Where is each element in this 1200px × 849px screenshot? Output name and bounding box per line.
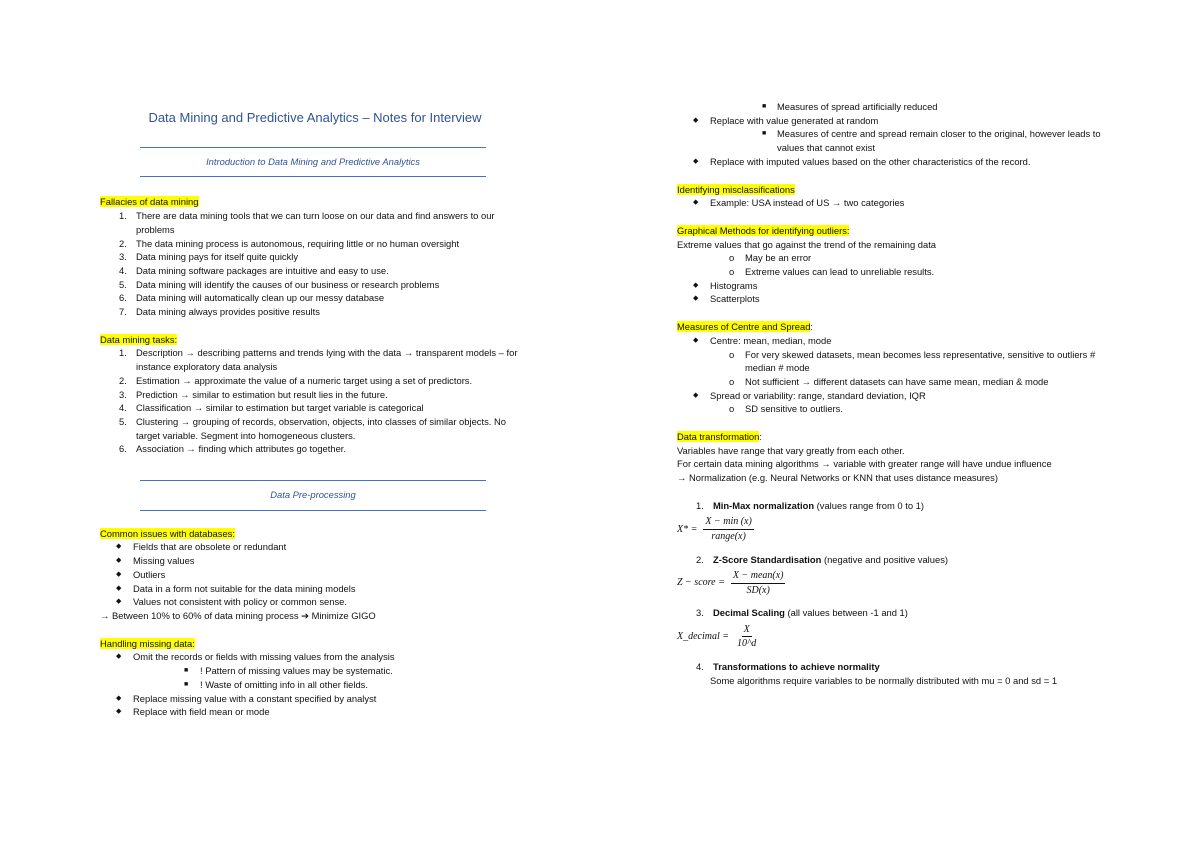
list-item: ◆ Spread or variability: range, standard deviation, IQR [693, 389, 926, 401]
list-item: ◆ Omit the records or fields with missing values from the analysis [116, 651, 395, 663]
heading-centre-spread: Measures of Centre and Spread: [677, 321, 814, 333]
list-item: o For very skewed datasets, mean becomes less representative, sensitive to outliers # median # mode [729, 348, 1096, 374]
list-item: ◆ Fields that are obsolete or redundant [116, 541, 287, 553]
heading-fallacies: Fallacies of data mining [100, 196, 199, 208]
list-item: ◆ Missing values [116, 555, 195, 567]
list-item: ■ Measures of centre and spread remain closer to the original, however leads to values that cannot exist [762, 128, 1101, 154]
list-item: ◆ Replace with value generated at random [693, 114, 879, 126]
list-item: o Extreme values can lead to unreliable results. [729, 266, 935, 278]
right-column [677, 100, 1107, 687]
issues-note: → Between 10% to 60% of data mining process ➔ Minimize GIGO [100, 609, 376, 621]
heading-missing-data: Handling missing data: [100, 637, 195, 649]
list-item: 2. Z-Score Standardisation (negative and positive values) [696, 553, 948, 565]
list-item: ■ Measures of spread artificially reduced [762, 101, 938, 112]
left-column [100, 108, 530, 719]
formula-minmax: X* = $\frac{X - \min (x)}{\text{range(x)}}$ [677, 516, 752, 543]
list-item: ◆ Centre: mean, median, mode [693, 334, 832, 346]
transform-methods-3 [677, 606, 1107, 620]
transform-methods-4 [677, 660, 1107, 674]
list-item: 3. Prediction → similar to estimation but result lies in the future. [119, 388, 388, 400]
fallacies-list [100, 209, 530, 319]
transform-line: For certain data mining algorithms → variable with greater range will have undue influence [677, 458, 1052, 470]
heading-common-issues: Common issues with databases: [100, 527, 235, 539]
list-item: 2. The data mining process is autonomous, requiring little or no human oversight [119, 237, 460, 249]
heading-misclassifications: Identifying misclassifications [677, 183, 795, 195]
transform-methods [677, 499, 1107, 513]
list-item: o May be an error [729, 252, 812, 264]
list-item: o Not sufficient → different datasets can have same mean, median & mode [729, 375, 1049, 387]
outliers-list [677, 251, 1107, 306]
section-banner-intro: Introduction to Data Mining and Predictive Analytics [140, 147, 486, 178]
document-title: Data Mining and Predictive Analytics – Notes for Interview [148, 110, 482, 125]
list-item: 4. Transformations to achieve normality [696, 660, 880, 672]
section-banner-preprocessing: Data Pre-processing [140, 480, 486, 511]
list-item: 1. Min-Max normalization (values range from 0 to 1) [696, 499, 924, 511]
missing-list [100, 650, 530, 719]
list-item: 4. Classification → similar to estimation but target variable is categorical [119, 402, 424, 414]
list-item: 5. Clustering → grouping of records, observation, objects, into classes of similar objects. No target variable. Segment into homogeneous clusters. [119, 415, 506, 441]
list-item: 3. Data mining pays for itself quite quickly [119, 251, 299, 263]
list-item: 6. Data mining will automatically clean up our messy database [119, 292, 385, 304]
list-item: 5. Data mining will identify the causes of our business or research problems [119, 278, 440, 290]
list-item: ◆ Example: USA instead of US → two categories [693, 197, 905, 209]
list-item: 2. Estimation → approximate the value of a numeric target using a set of predictors. [119, 374, 473, 386]
heading-graphical-outliers: Graphical Methods for identifying outliers: [677, 224, 850, 236]
list-item: 6. Association → finding which attributes go together. [119, 443, 347, 455]
heading-data-transformation: Data transformation: [677, 431, 762, 443]
missing-continued-list [677, 100, 1107, 169]
list-item: ◆ Data in a form not suitable for the data mining models [116, 582, 356, 594]
list-item: o SD sensitive to outliers. [729, 403, 843, 415]
list-item: 7. Data mining always provides positive results [119, 306, 320, 318]
list-item: 3. Decimal Scaling (all values between -1 and 1) [696, 607, 908, 619]
list-item: ◆ Replace missing value with a constant specified by analyst [116, 692, 377, 704]
transform-line: Variables have range that vary greatly from each other. [677, 444, 905, 456]
list-item: ◆ Values not consistent with policy or common sense. [116, 596, 347, 608]
centre-list [677, 334, 1107, 416]
list-item: ■ ! Pattern of missing values may be systematic. [184, 665, 393, 677]
list-item: ◆ Outliers [116, 568, 166, 580]
formula-decimal: X_decimal = $\frac{X}{10\^{}d}$ [677, 623, 757, 650]
formula-zscore: Z − score = $\frac{\text{X − mean(x)}}{SD(x)}$ [677, 570, 784, 596]
list-item: ◆ Replace with imputed values based on the other characteristics of the record. [693, 155, 1031, 167]
misclass-list [677, 196, 1107, 210]
list-item: ◆ Scatterplots [693, 293, 760, 305]
list-item: 4. Data mining software packages are intuitive and easy to use. [119, 264, 389, 276]
normality-note: Some algorithms require variables to be normally distributed with mu = 0 and sd = 1 [710, 674, 1058, 686]
heading-tasks: Data mining tasks: [100, 333, 178, 345]
list-item: 1. Description → describing patterns and trends lying with the data → transparent models – for instance exploratory data analysis [119, 347, 518, 373]
issues-list [100, 540, 530, 609]
transform-methods-2 [677, 553, 1107, 567]
outliers-intro: Extreme values that go against the trend of the remaining data [677, 238, 937, 250]
list-item: ■ ! Waste of omitting info in all other fields. [184, 678, 368, 690]
transform-line: → Normalization (e.g. Neural Networks or KNN that uses distance measures) [677, 472, 998, 484]
list-item: 1. There are data mining tools that we can turn loose on our data and find answers to our problems [119, 210, 495, 235]
list-item: ◆ Replace with field mean or mode [116, 706, 270, 718]
tasks-list [100, 346, 530, 456]
list-item: ◆ Histograms [693, 279, 758, 291]
